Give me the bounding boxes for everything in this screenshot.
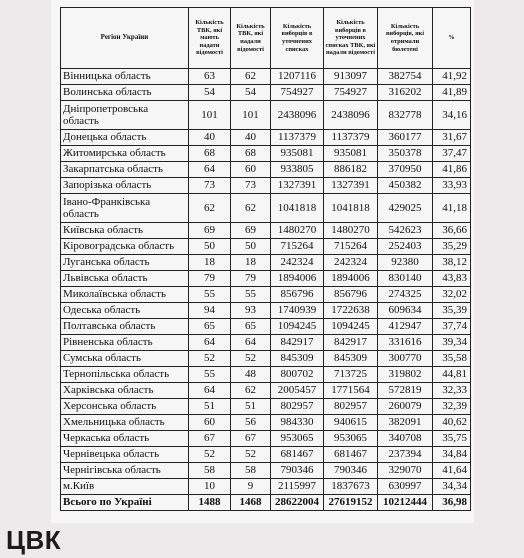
- table-row: [61, 335, 471, 351]
- tvk-reported-cell: 67: [231, 431, 271, 447]
- voters-lists-cell: 790346: [271, 463, 324, 479]
- ballots-received-cell: 274325: [378, 287, 433, 303]
- total-ballots-received-cell: 10212444: [378, 495, 433, 511]
- table-row: [61, 479, 471, 495]
- region-cell: Одеська область: [61, 303, 189, 319]
- region-cell: Харківська область: [61, 383, 189, 399]
- ballots-received-cell: 572819: [378, 383, 433, 399]
- tvk-reported-cell: 68: [231, 146, 271, 162]
- voters-lists-cell: 1041818: [271, 194, 324, 223]
- cvk-logo: ЦВК: [6, 525, 62, 555]
- ballots-received-cell: 340708: [378, 431, 433, 447]
- tvk-reported-cell: 48: [231, 367, 271, 383]
- table-row: [61, 239, 471, 255]
- ballots-received-cell: 382091: [378, 415, 433, 431]
- percent-cell: 38,12: [433, 255, 471, 271]
- tvk-reported-cell: 55: [231, 287, 271, 303]
- percent-cell: 34,34: [433, 479, 471, 495]
- tvk-reported-cell: 73: [231, 178, 271, 194]
- tvk-total-cell: 54: [189, 85, 231, 101]
- percent-cell: 36,66: [433, 223, 471, 239]
- tvk-total-cell: 55: [189, 287, 231, 303]
- tvk-total-cell: 10: [189, 479, 231, 495]
- voters-lists-cell: 242324: [271, 255, 324, 271]
- table-row: [61, 69, 471, 85]
- total-voters-reported-cell: 27619152: [324, 495, 378, 511]
- tvk-reported-cell: 101: [231, 101, 271, 130]
- voters-reported-cell: 1137379: [324, 130, 378, 146]
- region-cell: Тернопільська область: [61, 367, 189, 383]
- total-voters-lists-cell: 28622004: [271, 495, 324, 511]
- table-row: [61, 178, 471, 194]
- voters-lists-cell: 935081: [271, 146, 324, 162]
- voters-lists-cell: 953065: [271, 431, 324, 447]
- ballots-received-cell: 92380: [378, 255, 433, 271]
- voters-reported-cell: 953065: [324, 431, 378, 447]
- tvk-total-cell: 94: [189, 303, 231, 319]
- region-cell: Житомирська область: [61, 146, 189, 162]
- ballots-received-cell: 237394: [378, 447, 433, 463]
- header-tvk-reported: Кількість ТВК, які надали відомості: [231, 8, 271, 69]
- tvk-total-cell: 67: [189, 431, 231, 447]
- percent-cell: 43,83: [433, 271, 471, 287]
- table-row: [61, 223, 471, 239]
- voters-lists-cell: 2438096: [271, 101, 324, 130]
- tvk-reported-cell: 62: [231, 194, 271, 223]
- header-percent: %: [433, 8, 471, 69]
- percent-cell: 41,89: [433, 85, 471, 101]
- region-cell: м.Київ: [61, 479, 189, 495]
- ballots-received-cell: 350378: [378, 146, 433, 162]
- tvk-reported-cell: 60: [231, 162, 271, 178]
- tvk-total-cell: 73: [189, 178, 231, 194]
- header-voters-reported: Кількість виборців в уточнених списках ТВК, які надали відомості: [324, 8, 378, 69]
- voters-reported-cell: 790346: [324, 463, 378, 479]
- voters-lists-cell: 1207116: [271, 69, 324, 85]
- voters-reported-cell: 1837673: [324, 479, 378, 495]
- voters-reported-cell: 1094245: [324, 319, 378, 335]
- tvk-total-cell: 51: [189, 399, 231, 415]
- region-cell: Волинська область: [61, 85, 189, 101]
- region-cell: Закарпатська область: [61, 162, 189, 178]
- percent-cell: 32,39: [433, 399, 471, 415]
- voters-reported-cell: 842917: [324, 335, 378, 351]
- region-cell: Вінницька область: [61, 69, 189, 85]
- percent-cell: 37,47: [433, 146, 471, 162]
- header-ballots-received: Кількість виборців, які отримали бюлетені: [378, 8, 433, 69]
- table-row: [61, 319, 471, 335]
- voters-reported-cell: 802957: [324, 399, 378, 415]
- percent-cell: 40,62: [433, 415, 471, 431]
- region-cell: Чернігівська область: [61, 463, 189, 479]
- percent-cell: 34,16: [433, 101, 471, 130]
- voters-reported-cell: 2438096: [324, 101, 378, 130]
- voters-reported-cell: 713725: [324, 367, 378, 383]
- voters-lists-cell: 681467: [271, 447, 324, 463]
- voters-lists-cell: 715264: [271, 239, 324, 255]
- percent-cell: 34,84: [433, 447, 471, 463]
- region-cell: Дніпропетровська область: [61, 101, 189, 130]
- ballots-received-cell: 429025: [378, 194, 433, 223]
- ballots-received-cell: 252403: [378, 239, 433, 255]
- voters-reported-cell: 1480270: [324, 223, 378, 239]
- voters-lists-cell: 2005457: [271, 383, 324, 399]
- percent-cell: 41,86: [433, 162, 471, 178]
- tvk-reported-cell: 62: [231, 383, 271, 399]
- total-percent-cell: 36,98: [433, 495, 471, 511]
- voters-reported-cell: 754927: [324, 85, 378, 101]
- percent-cell: 39,34: [433, 335, 471, 351]
- region-cell: Рівненська область: [61, 335, 189, 351]
- tvk-reported-cell: 9: [231, 479, 271, 495]
- table-row: [61, 287, 471, 303]
- tvk-total-cell: 63: [189, 69, 231, 85]
- percent-cell: 33,93: [433, 178, 471, 194]
- table-row: [61, 146, 471, 162]
- header-row: [61, 8, 471, 69]
- ballots-received-cell: 382754: [378, 69, 433, 85]
- tvk-reported-cell: 56: [231, 415, 271, 431]
- region-cell: Хмельницька область: [61, 415, 189, 431]
- percent-cell: 41,64: [433, 463, 471, 479]
- ballots-received-cell: 609634: [378, 303, 433, 319]
- header-region: Регіон України: [61, 8, 189, 69]
- table-row: [61, 101, 471, 130]
- voters-reported-cell: 913097: [324, 69, 378, 85]
- voters-reported-cell: 242324: [324, 255, 378, 271]
- voters-lists-cell: 1137379: [271, 130, 324, 146]
- tvk-total-cell: 58: [189, 463, 231, 479]
- total-region-cell: Всього по Україні: [61, 495, 189, 511]
- region-cell: Чернівецька область: [61, 447, 189, 463]
- table-row: [61, 463, 471, 479]
- voters-reported-cell: 1894006: [324, 271, 378, 287]
- voters-lists-cell: 1327391: [271, 178, 324, 194]
- tvk-reported-cell: 52: [231, 447, 271, 463]
- percent-cell: 31,67: [433, 130, 471, 146]
- voters-lists-cell: 754927: [271, 85, 324, 101]
- total-tvk-total-cell: 1488: [189, 495, 231, 511]
- results-table: [60, 7, 471, 511]
- table-row: [61, 351, 471, 367]
- region-cell: Полтавська область: [61, 319, 189, 335]
- percent-cell: 32,02: [433, 287, 471, 303]
- voters-reported-cell: 1327391: [324, 178, 378, 194]
- table-row: [61, 415, 471, 431]
- header-voters-lists: Кількість виборців в уточнених списках: [271, 8, 324, 69]
- tvk-reported-cell: 93: [231, 303, 271, 319]
- tvk-total-cell: 18: [189, 255, 231, 271]
- tvk-total-cell: 64: [189, 162, 231, 178]
- voters-reported-cell: 856796: [324, 287, 378, 303]
- tvk-total-cell: 50: [189, 239, 231, 255]
- tvk-total-cell: 69: [189, 223, 231, 239]
- tvk-reported-cell: 64: [231, 335, 271, 351]
- tvk-reported-cell: 54: [231, 85, 271, 101]
- voters-lists-cell: 856796: [271, 287, 324, 303]
- ballots-received-cell: 830140: [378, 271, 433, 287]
- tvk-total-cell: 64: [189, 335, 231, 351]
- voters-lists-cell: 1894006: [271, 271, 324, 287]
- header-tvk-total: Кількість ТВК, які мають надати відомості: [189, 8, 231, 69]
- region-cell: Київська область: [61, 223, 189, 239]
- region-cell: Черкаська область: [61, 431, 189, 447]
- table-row: [61, 194, 471, 223]
- percent-cell: 35,39: [433, 303, 471, 319]
- tvk-reported-cell: 65: [231, 319, 271, 335]
- percent-cell: 41,18: [433, 194, 471, 223]
- region-cell: Івано-Франківська область: [61, 194, 189, 223]
- tvk-reported-cell: 18: [231, 255, 271, 271]
- voters-lists-cell: 933805: [271, 162, 324, 178]
- ballots-received-cell: 300770: [378, 351, 433, 367]
- percent-cell: 37,74: [433, 319, 471, 335]
- tvk-reported-cell: 58: [231, 463, 271, 479]
- ballots-received-cell: 319802: [378, 367, 433, 383]
- table-row: [61, 447, 471, 463]
- voters-lists-cell: 842917: [271, 335, 324, 351]
- tvk-total-cell: 101: [189, 101, 231, 130]
- tvk-reported-cell: 62: [231, 69, 271, 85]
- table-row: [61, 130, 471, 146]
- total-row: [61, 495, 471, 511]
- voters-reported-cell: 940615: [324, 415, 378, 431]
- region-cell: Кіровоградська область: [61, 239, 189, 255]
- voters-lists-cell: 1480270: [271, 223, 324, 239]
- tvk-total-cell: 60: [189, 415, 231, 431]
- voters-reported-cell: 681467: [324, 447, 378, 463]
- voters-lists-cell: 845309: [271, 351, 324, 367]
- region-cell: Запорізька область: [61, 178, 189, 194]
- percent-cell: 44,81: [433, 367, 471, 383]
- voters-lists-cell: 800702: [271, 367, 324, 383]
- voters-lists-cell: 984330: [271, 415, 324, 431]
- ballots-received-cell: 450382: [378, 178, 433, 194]
- voters-lists-cell: 1740939: [271, 303, 324, 319]
- voters-lists-cell: 1094245: [271, 319, 324, 335]
- table-row: [61, 303, 471, 319]
- percent-cell: 32,33: [433, 383, 471, 399]
- region-cell: Донецька область: [61, 130, 189, 146]
- tvk-total-cell: 40: [189, 130, 231, 146]
- ballots-received-cell: 260079: [378, 399, 433, 415]
- ballots-received-cell: 412947: [378, 319, 433, 335]
- tvk-total-cell: 55: [189, 367, 231, 383]
- tvk-reported-cell: 51: [231, 399, 271, 415]
- ballots-received-cell: 360177: [378, 130, 433, 146]
- voters-reported-cell: 1722638: [324, 303, 378, 319]
- tvk-reported-cell: 79: [231, 271, 271, 287]
- region-cell: Львівська область: [61, 271, 189, 287]
- region-cell: Луганська область: [61, 255, 189, 271]
- tvk-reported-cell: 40: [231, 130, 271, 146]
- voters-reported-cell: 886182: [324, 162, 378, 178]
- ballots-received-cell: 370950: [378, 162, 433, 178]
- region-cell: Миколаївська область: [61, 287, 189, 303]
- tvk-total-cell: 68: [189, 146, 231, 162]
- voters-reported-cell: 1041818: [324, 194, 378, 223]
- ballots-received-cell: 316202: [378, 85, 433, 101]
- table-row: [61, 255, 471, 271]
- table-row: [61, 85, 471, 101]
- ballots-received-cell: 329070: [378, 463, 433, 479]
- table-row: [61, 367, 471, 383]
- table-row: [61, 431, 471, 447]
- ballots-received-cell: 542623: [378, 223, 433, 239]
- percent-cell: 35,29: [433, 239, 471, 255]
- ballots-received-cell: 630997: [378, 479, 433, 495]
- table-row: [61, 399, 471, 415]
- total-tvk-reported-cell: 1468: [231, 495, 271, 511]
- percent-cell: 35,75: [433, 431, 471, 447]
- tvk-total-cell: 64: [189, 383, 231, 399]
- table-row: [61, 383, 471, 399]
- table-row: [61, 162, 471, 178]
- tvk-total-cell: 65: [189, 319, 231, 335]
- percent-cell: 41,92: [433, 69, 471, 85]
- tvk-reported-cell: 69: [231, 223, 271, 239]
- ballots-received-cell: 832778: [378, 101, 433, 130]
- voters-reported-cell: 1771564: [324, 383, 378, 399]
- region-cell: Херсонська область: [61, 399, 189, 415]
- voters-lists-cell: 802957: [271, 399, 324, 415]
- tvk-total-cell: 62: [189, 194, 231, 223]
- tvk-reported-cell: 50: [231, 239, 271, 255]
- tvk-total-cell: 79: [189, 271, 231, 287]
- tvk-total-cell: 52: [189, 447, 231, 463]
- voters-reported-cell: 715264: [324, 239, 378, 255]
- table-row: [61, 271, 471, 287]
- ballots-received-cell: 331616: [378, 335, 433, 351]
- voters-reported-cell: 845309: [324, 351, 378, 367]
- voters-reported-cell: 935081: [324, 146, 378, 162]
- tvk-reported-cell: 52: [231, 351, 271, 367]
- tvk-total-cell: 52: [189, 351, 231, 367]
- percent-cell: 35,58: [433, 351, 471, 367]
- region-cell: Сумська область: [61, 351, 189, 367]
- voters-lists-cell: 2115997: [271, 479, 324, 495]
